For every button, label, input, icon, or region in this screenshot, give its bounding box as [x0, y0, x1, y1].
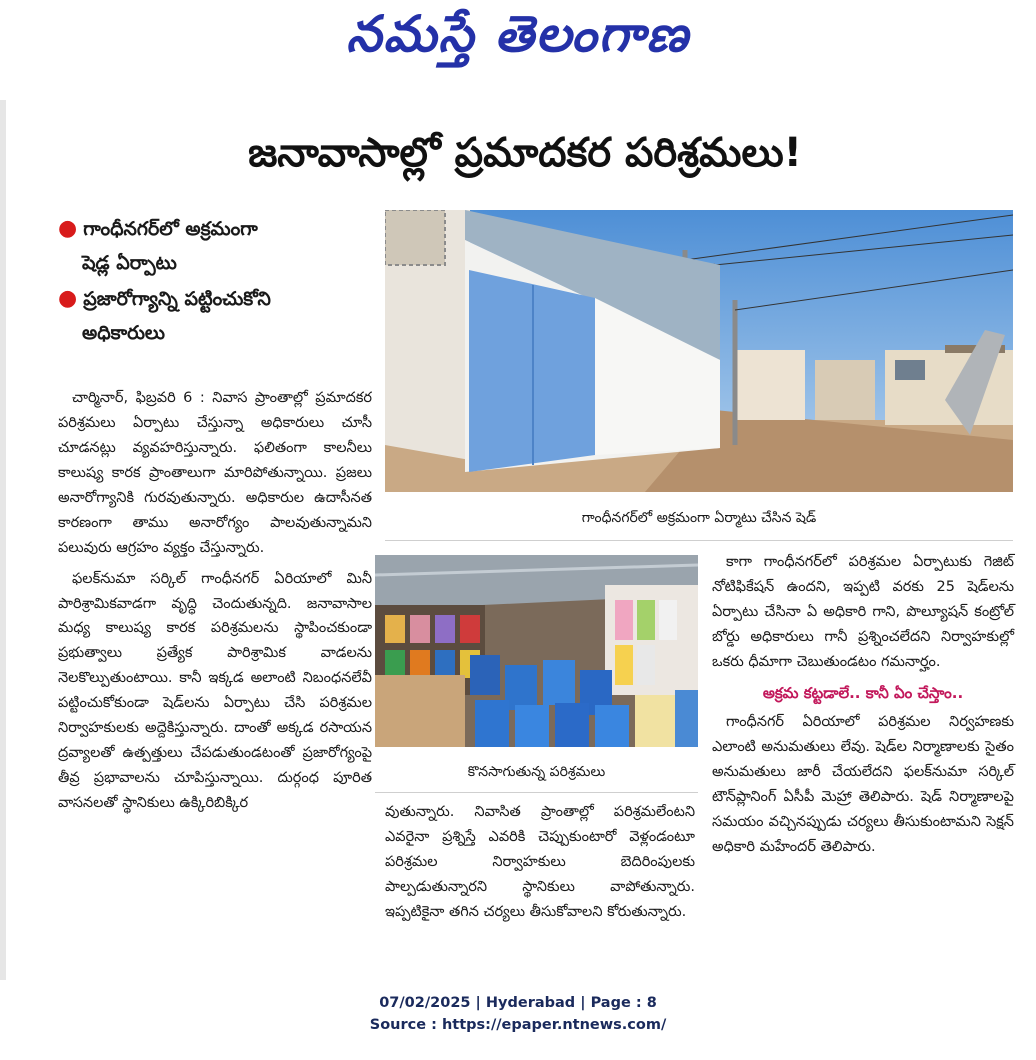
photo-caption-1: గాంధీనగర్‌లో అక్రమంగా ఏర్మాటు చేసిన షెడ్: [581, 510, 817, 526]
headline-text: జనావాసాల్లో ప్రమాదకర పరిశ్రమలు!: [248, 130, 802, 176]
shed-illustration: [385, 210, 1013, 492]
photo-caption-2: కొనసాగుతున్న పరిశ్రమలు: [467, 764, 606, 780]
newspaper-logo: నమస్తే తెలంగాణ: [346, 4, 690, 63]
article-paragraph: గాంధీనగర్ ఏరియాలో పరిశ్రమల నిర్వహణకు ఎలాంటి అనుమతులు లేవు. షెడ్‌ల నిర్మాణాలకు సైతం అనుమతులు జారీ చేయలేదని ఫలక్‌నుమా సర్కిల్ టౌన్‌ప్లానింగ్ ఏసీపీ మెహ్రా తెలిపారు. షెడ్ నిర్మాణాలపై సమయం వచ్చినప్పుడు చర్యలు తీసుకుంటామని సెక్షన్ అధికారి మహేందర్ తెలిపారు.: [712, 714, 1014, 856]
footer-source: Source : https://epaper.ntnews.com/: [369, 1017, 667, 1034]
page-footer: [0, 992, 1036, 1037]
footer-date-edition: 07/02/2025 | Hyderabad | Page : 8: [379, 995, 657, 1011]
photo-industry: [375, 555, 698, 747]
article-subheading: అక్రమ కట్టడాలే.. కానీ ఏం చేస్తాం..: [762, 683, 964, 702]
bullet-icon: ●: [58, 285, 78, 311]
article-column-1: [58, 386, 372, 822]
divider: [385, 540, 1013, 541]
article-column-2: [385, 800, 695, 931]
highlights: [58, 210, 370, 380]
divider: [375, 792, 698, 793]
page-edge-divider: [0, 100, 6, 980]
article-paragraph: ఫలక్‌నుమా సర్కిల్ గాంధీనగర్ ఏరియాలో మినీ పారిశ్రామికవాడగా వృద్ధి చెందుతున్నది. జనావాసాల మధ్య కాలుష్య కారక పరిశ్రమలను స్థాపించకుండా ప్రభుత్వాలు ప్రత్యేక పారిశ్రామిక వాడలను నెలకొల్పుతుంటాయి. కానీ ఇక్కడ అలాంటి నిబంధనలేవీ పట్టించుకోకుండా షెడ్‌లను ఏర్పాటు చేసి పరిశ్రమల నిర్వాహకులకు అద్దెకిస్తున్నారు. దాంతో అక్కడ రసాయన ద్రవ్యాలతో ఉత్పత్తులు చేపడుతుండటంతో ప్రజారోగ్యంపై తీవ్ర ప్రభావాలను చూపిస్తున్నాయి. దుర్గంధ పూరిత వాసనలతో స్థానికులు ఉక్కిరిబిక్కిర: [58, 570, 372, 811]
highlight-item-continued: అధికారులు: [82, 322, 165, 345]
highlight-item: ● ప్రజారోగ్యాన్ని పట్టించుకోని: [58, 285, 271, 311]
bullet-icon: ●: [58, 216, 78, 241]
highlight-item: ● గాంధీనగర్‌లో అక్రమంగా: [58, 216, 258, 241]
article-paragraph: చార్మినార్, ఫిబ్రవరి 6 : నివాస ప్రాంతాల్లో ప్రమాదకర పరిశ్రమలు ఏర్పాటు చేస్తున్నా అధికారులు చూసీ చూడనట్లు వ్యవహరిస్తున్నారు. ఫలితంగా కాలనీలు కాలుష్య కారక ప్రాంతాలుగా మారిపోతున్నాయి. ప్రజలు అనారోగ్యానికి గురవుతున్నారు. అధికారుల ఉదాసీనత కారణంగా తాము అనారోగ్యం పాలవుతున్నామని పలువురు ఆగ్రహం వ్యక్తం చేస్తున్నారు.: [58, 390, 372, 556]
masthead: [0, 0, 1036, 80]
article-paragraph: వుతున్నారు. నివాసిత ప్రాంతాల్లో పరిశ్రమలేంటని ఎవరైనా ప్రశ్నిస్తే ఎవరికి చెప్పుకుంటారో వెళ్లండంటూ పరిశ్రమల నిర్వాహకులు బెదిరింపులకు పాల్పడుతున్నారని స్థానికులు వాపోతున్నారు. ఇప్పటికైనా తగిన చర్యలు తీసుకోవాలని కోరుతున్నారు.: [385, 804, 695, 920]
industry-illustration: [375, 555, 698, 747]
article-column-3: [712, 550, 1014, 866]
headline: [30, 118, 1020, 198]
highlight-item-continued: షెడ్ల ఏర్పాటు: [82, 252, 177, 275]
photo-shed: [385, 210, 1013, 492]
article-paragraph: కాగా గాంధీనగర్‌లో పరిశ్రమల ఏర్పాటుకు గెజిట్ నోటిఫికేషన్ ఉందని, ఇప్పటి వరకు 25 షెడ్‌లను ఏర్పాటు చేసినా ఏ అధికారి గాని, పొల్యూషన్ కంట్రోల్ బోర్డు అధికారులు గానీ ప్రశ్నించలేదని నిర్వాహకుల్లో ఒకరు ధీమాగా చెబుతుండటం గమనార్హం.: [712, 554, 1014, 670]
